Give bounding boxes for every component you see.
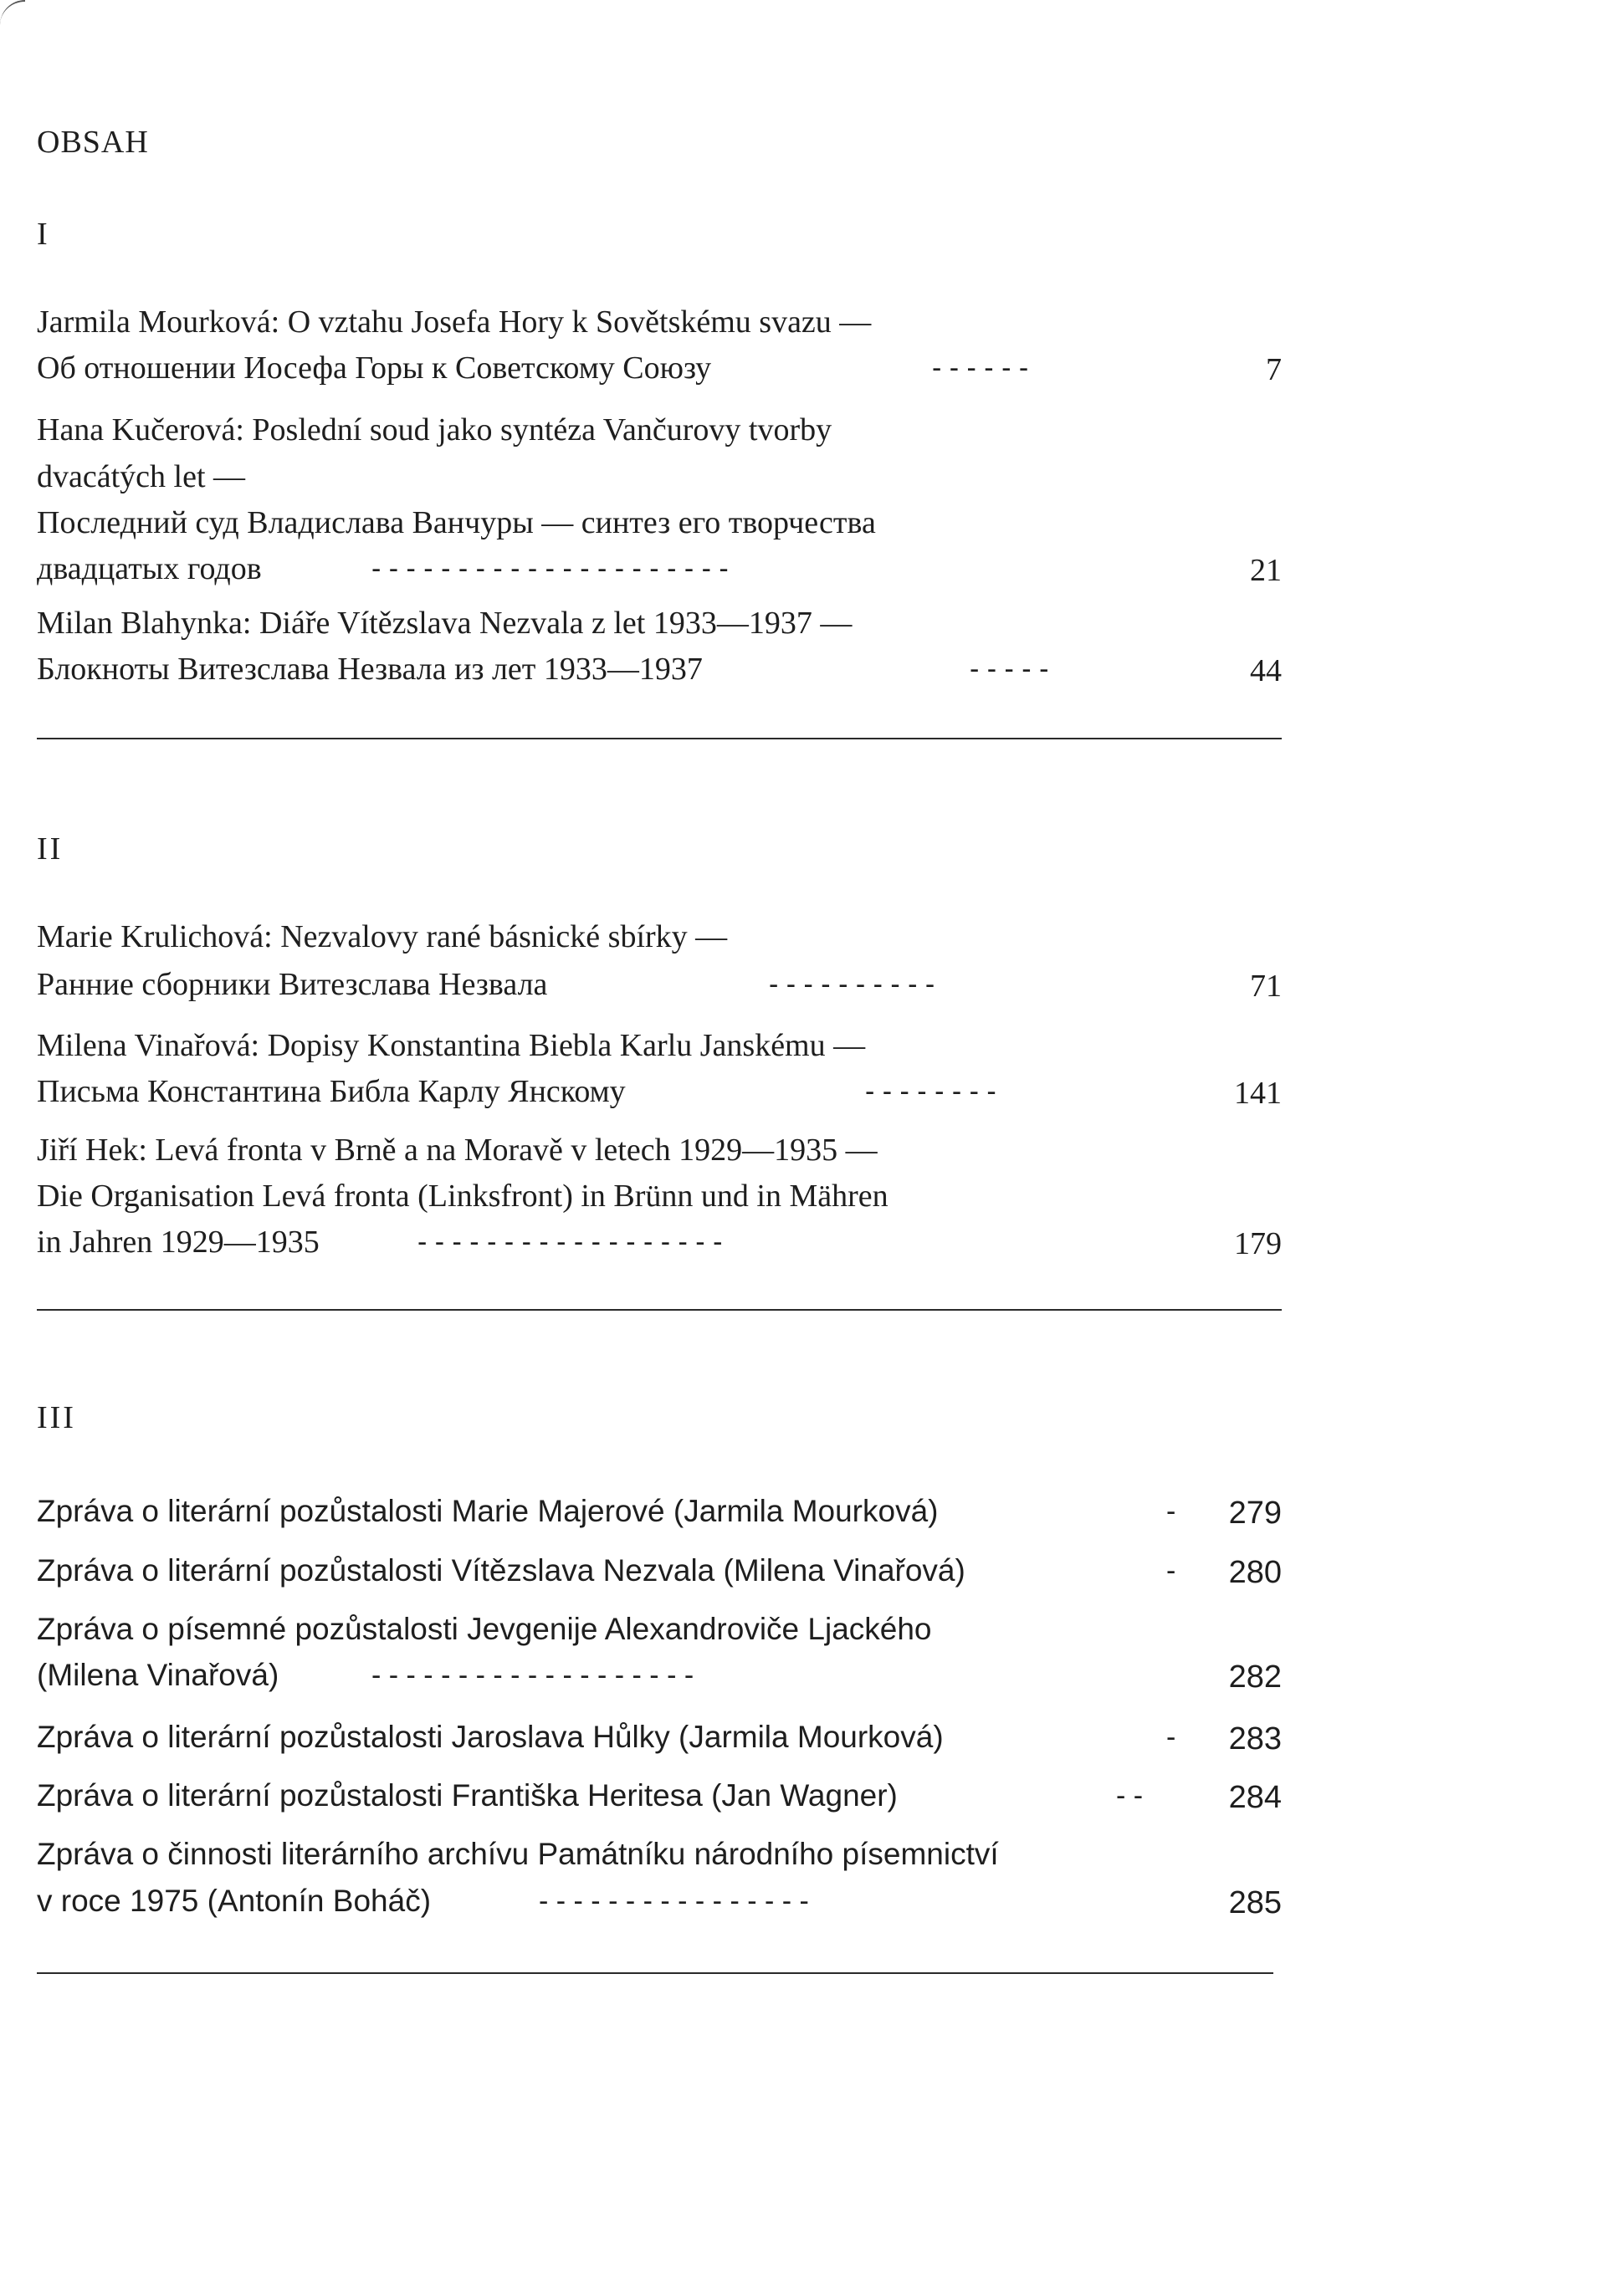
dot-leader: - — [1166, 1496, 1176, 1527]
toc-entry-line — [37, 1486, 1608, 1537]
toc-entry-line — [37, 1066, 1608, 1117]
page-number: 141 — [1234, 1076, 1282, 1111]
page-number: 7 — [1266, 352, 1282, 387]
section-divider — [37, 738, 1282, 739]
toc-entry-line: Zpráva o písemné pozůstalosti Jevgenije Alexandroviče Ljackého — [37, 1612, 932, 1646]
toc-entry-line — [37, 644, 1608, 694]
section-numeral-2: II — [37, 831, 64, 867]
page-number: 21 — [1250, 553, 1282, 588]
dot-leader: - - - - - - - - - - - - - - - - - - - — [371, 1659, 694, 1691]
section-numeral-3: III — [37, 1400, 76, 1435]
toc-entry-line — [37, 1771, 1608, 1821]
toc-entry-line: Milena Vinařová: Dopisy Konstantina Biebla Karlu Janskému — — [37, 1028, 866, 1063]
toc-entry-text: v roce 1975 (Antonín Boháč) — [37, 1884, 432, 1918]
dot-leader: - - - - - - - - - - - - - - - - - - - - - — [371, 553, 729, 585]
toc-entry-line: Milan Blahynka: Diáře Vítězslava Nezvala z let 1933—1937 — — [37, 606, 853, 641]
dot-leader: - — [1166, 1555, 1176, 1587]
dot-leader: - - - - - — [970, 653, 1049, 685]
page-number: 279 — [1228, 1496, 1282, 1531]
toc-entry-text: Zpráva o literární pozůstalosti Marie Majerové (Jarmila Mourková) — [37, 1494, 939, 1528]
toc-entry-text: Zpráva o literární pozůstalosti Vítězslava Nezvala (Milena Vinařová) — [37, 1553, 965, 1588]
section-divider — [37, 1972, 1273, 1974]
toc-entry-text: Ранние сборники Витезслава Незвала — [37, 967, 548, 1002]
page-number: 284 — [1228, 1780, 1282, 1815]
toc-entry-line: dvacátých let — — [37, 459, 246, 494]
page-number: 71 — [1250, 969, 1282, 1004]
toc-entry-text: Блокноты Витезслава Незвала из лет 1933—1937 — [37, 652, 703, 687]
toc-entry-line: Marie Krulichová: Nezvalovy rané básnické sbírky — — [37, 919, 728, 954]
page-number: 280 — [1228, 1555, 1282, 1590]
page-number: 179 — [1234, 1226, 1282, 1261]
toc-entry-line — [37, 343, 1608, 393]
toc-entry-text: Zpráva o literární pozůstalosti Jaroslava Hůlky (Jarmila Mourková) — [37, 1720, 944, 1754]
page-number: 283 — [1228, 1721, 1282, 1757]
toc-entry-text: Письма Константина Библа Карлу Янскому — [37, 1074, 626, 1109]
toc-entry-line: Zpráva o činnosti literárního archívu Památníku národního písemnictví — [37, 1837, 999, 1871]
section-divider — [37, 1309, 1282, 1311]
toc-title: OBSAH — [37, 125, 149, 160]
toc-entry-line — [37, 1876, 1608, 1926]
dot-leader: - - - - - - — [932, 352, 1029, 384]
page-number: 285 — [1228, 1885, 1282, 1920]
toc-entry-line: Последний суд Владислава Ванчуры — синтез его творчества — [37, 505, 876, 540]
toc-entry-line: Die Organisation Levá fronta (Linksfront) in Brünn und in Mähren — [37, 1179, 888, 1214]
dot-leader: - - — [1116, 1780, 1144, 1812]
toc-entry-text: Об отношении Иосефа Горы к Советскому Союзу — [37, 350, 712, 386]
toc-entry-line — [37, 959, 1608, 1010]
toc-entry-line: Hana Kučerová: Poslední soud jako syntéza Vančurovy tvorby — [37, 412, 832, 447]
page-corner-mark — [0, 0, 25, 35]
toc-entry-line — [37, 1546, 1608, 1596]
dot-leader: - - - - - - - - - - — [769, 969, 935, 1000]
toc-entry-line — [37, 544, 1608, 594]
dot-leader: - - - - - - - - - - - - - - - - - - — [417, 1226, 723, 1258]
section-numeral-1: I — [37, 217, 50, 252]
toc-entry-line — [37, 1650, 1608, 1700]
toc-entry-text: Zpráva o literární pozůstalosti Františka Heritesa (Jan Wagner) — [37, 1778, 898, 1813]
toc-entry-text: in Jahren 1929—1935 — [37, 1225, 320, 1260]
toc-entry-line — [37, 1712, 1608, 1762]
dot-leader: - - - - - - - - - - - - - - - - — [539, 1885, 809, 1917]
page-number: 282 — [1228, 1659, 1282, 1695]
page-number: 44 — [1250, 653, 1282, 688]
toc-entry-line — [37, 1217, 1608, 1267]
dot-leader: - - - - - - - - — [865, 1076, 996, 1107]
toc-entry-line: Jiří Hek: Levá fronta v Brně a na Moravě v letech 1929—1935 — — [37, 1133, 878, 1168]
toc-entry-text: двадцатых годов — [37, 551, 262, 586]
dot-leader: - — [1166, 1721, 1176, 1753]
toc-entry-line: Jarmila Mourková: O vztahu Josefa Hory k Sovětskému svazu — — [37, 304, 872, 340]
toc-entry-text: (Milena Vinařová) — [37, 1658, 279, 1692]
